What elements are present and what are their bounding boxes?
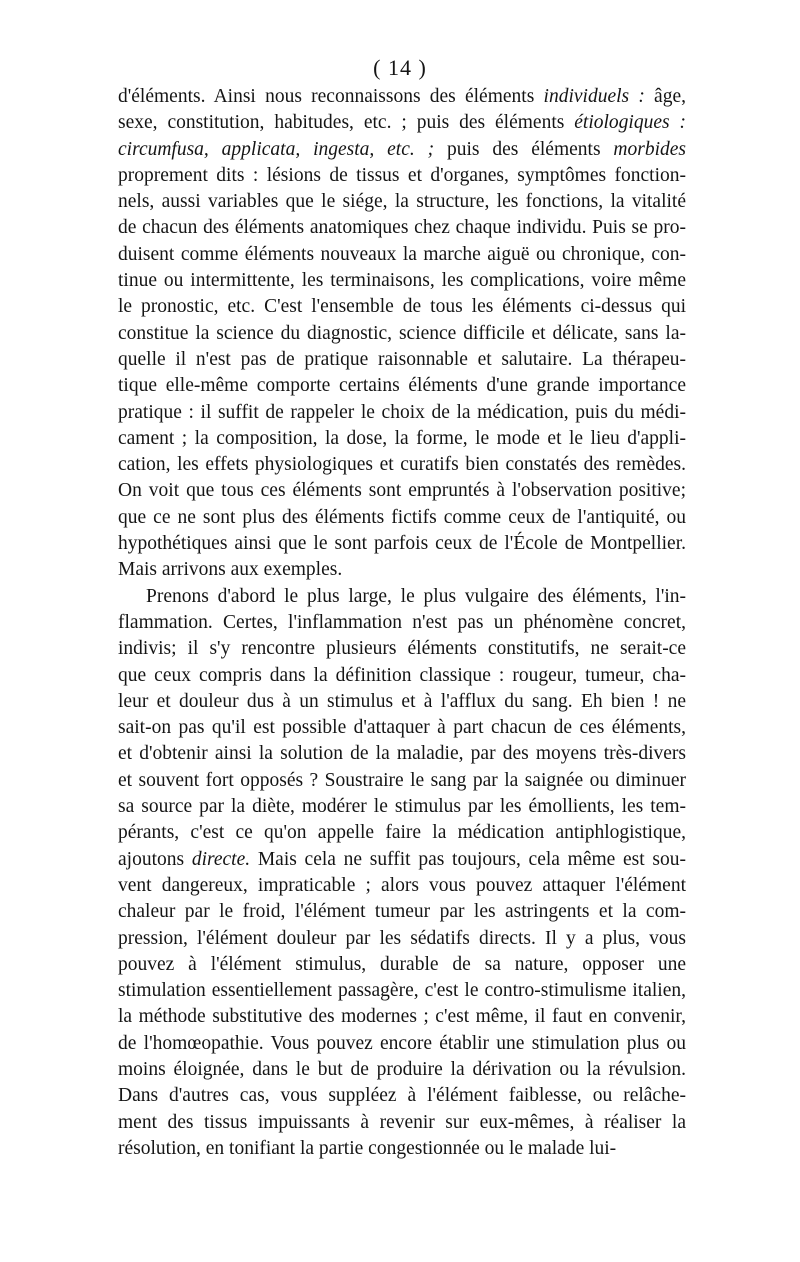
text-segment: ment des tissus impuissants à revenir sur eux-mêmes, à réaliser la [118,1111,686,1133]
text-line [118,636,686,662]
text-line [118,715,686,741]
text-segment: proprement dits : lésions de tissus et d'organes, symptômes fonction- [118,164,686,186]
italic-text: individuels : [543,86,645,107]
text-segment: que ce ne sont plus des éléments fictifs comme ceux de l'antiquité, ou [118,506,686,528]
text-segment: quelle il n'est pas de pratique raisonnable et salutaire. La thérapeu- [118,348,686,370]
text-line [118,926,686,952]
text-line [118,215,686,241]
text-line [118,294,686,320]
text-line [118,689,686,715]
text-segment: puis des éléments [434,138,614,160]
page-number: ( 14 ) [373,55,427,80]
text-segment: chaleur par le froid, l'élément tumeur par les astringents et la com- [118,901,686,923]
text-line [118,952,686,978]
text-line [118,847,686,873]
text-segment: sexe, constitution, habitudes, etc. ; puis des éléments [118,112,575,134]
text-line [118,163,686,189]
text-segment: indivis; il s'y rencontre plusieurs éléments constitutifs, ne serait-ce [118,638,686,660]
italic-text: circumfusa, applicata, ingesta, etc. ; [118,138,435,160]
text-line [118,531,686,557]
text-segment: la méthode substitutive des modernes ; c'est même, il faut en convenir, [118,1006,686,1028]
text-segment: résolution, en tonifiant la partie congestionnée ou le malade lui- [118,1137,617,1159]
text-line [118,137,686,163]
text-segment: Prenons d'abord le plus large, le plus vulgaire des éléments, l'in- [146,585,686,607]
text-segment: tinue ou intermittente, les terminaisons, les complications, voire même [118,270,686,292]
text-segment: de chacun des éléments anatomiques chez chaque individu. Puis se pro- [118,217,686,239]
text-segment: âge, [644,86,686,107]
text-line [118,268,686,294]
text-line [118,242,686,268]
text-segment: ajoutons [118,848,192,870]
text-line [118,768,686,794]
body-text [118,84,686,1162]
text-line [118,478,686,504]
text-segment: que ceux compris dans la définition classique : rougeur, tumeur, cha- [118,664,686,686]
text-line [118,426,686,452]
text-line [118,1083,686,1109]
text-segment: hypothétiques ainsi que le sont parfois ceux de l'École de Montpellier. [118,533,686,555]
text-line [118,505,686,531]
text-segment: et d'obtenir ainsi la solution de la maladie, par des moyens très-divers [118,743,686,765]
text-line [118,1004,686,1030]
text-line [118,610,686,636]
text-line [118,1031,686,1057]
text-segment: et souvent fort opposés ? Soustraire le sang par la saignée ou diminuer [118,769,686,791]
text-segment: tique elle-même comporte certains éléments d'une grande importance [118,375,686,397]
italic-text: étiologiques : [574,112,686,134]
text-segment: On voit que tous ces éléments sont empruntés à l'observation positive; [118,480,686,502]
text-segment: vent dangereux, impraticable ; alors vous pouvez attaquer l'élément [118,874,686,896]
text-segment: Dans d'autres cas, vous suppléez à l'élément faiblesse, ou relâche- [118,1085,686,1107]
text-segment: moins éloignée, dans le but de produire la dérivation ou la révulsion. [118,1058,686,1080]
text-line [118,400,686,426]
text-segment: constitue la science du diagnostic, science difficile et délicate, sans la- [118,322,686,344]
text-line [118,978,686,1004]
text-line [118,373,686,399]
text-segment: Mais arrivons aux exemples. [118,559,343,581]
text-line [118,321,686,347]
text-segment: cament ; la composition, la dose, la forme, le mode et le lieu d'appli- [118,427,686,449]
text-line [118,794,686,820]
text-line [118,820,686,846]
text-line [118,899,686,925]
text-line [118,557,686,583]
text-segment: stimulation essentiellement passagère, c'est le contro-stimulisme italien, [118,980,686,1002]
text-line [118,84,686,110]
text-segment: cation, les effets physiologiques et curatifs bien constatés des remèdes. [118,454,686,476]
text-line [118,663,686,689]
text-segment: sait-on pas qu'il est possible d'attaquer à part chacun de ces éléments, [118,717,686,739]
text-segment: le pronostic, etc. C'est l'ensemble de tous les éléments ci-dessus qui [118,296,686,318]
text-line [118,741,686,767]
italic-text: morbides [613,138,687,160]
text-segment: d'éléments. Ainsi nous reconnaissons des éléments [118,86,544,107]
text-line [118,584,686,610]
text-segment: duisent comme éléments nouveaux la marche aiguë ou chronique, con- [118,243,686,265]
text-segment: nels, aussi variables que le siége, la structure, les fonctions, la vitalité [118,191,686,213]
text-line [118,873,686,899]
text-segment: de l'homœopathie. Vous pouvez encore établir une stimulation plus ou [118,1032,686,1054]
text-line [118,452,686,478]
text-line [118,110,686,136]
text-segment: pression, l'élément douleur par les sédatifs directs. Il y a plus, vous [118,927,686,949]
italic-text: directe. [191,848,251,870]
text-segment: pérants, c'est ce qu'on appelle faire la médication antiphlogistique, [118,822,686,844]
text-line [118,189,686,215]
text-segment: Mais cela ne suffit pas toujours, cela même est sou- [250,848,686,870]
text-line [118,1136,686,1162]
text-segment: leur et douleur dus à un stimulus et à l'afflux du sang. Eh bien ! ne [118,690,686,712]
text-segment: sa source par la diète, modérer le stimulus par les émollients, les tem- [118,796,686,818]
text-line [118,1057,686,1083]
text-segment: flammation. Certes, l'inflammation n'est pas un phénomène concret, [118,611,686,633]
text-line [118,347,686,373]
text-segment: pratique : il suffit de rappeler le choix de la médication, puis du médi- [118,401,686,423]
text-segment: pouvez à l'élément stimulus, durable de sa nature, opposer une [118,953,686,975]
text-line [118,1110,686,1136]
